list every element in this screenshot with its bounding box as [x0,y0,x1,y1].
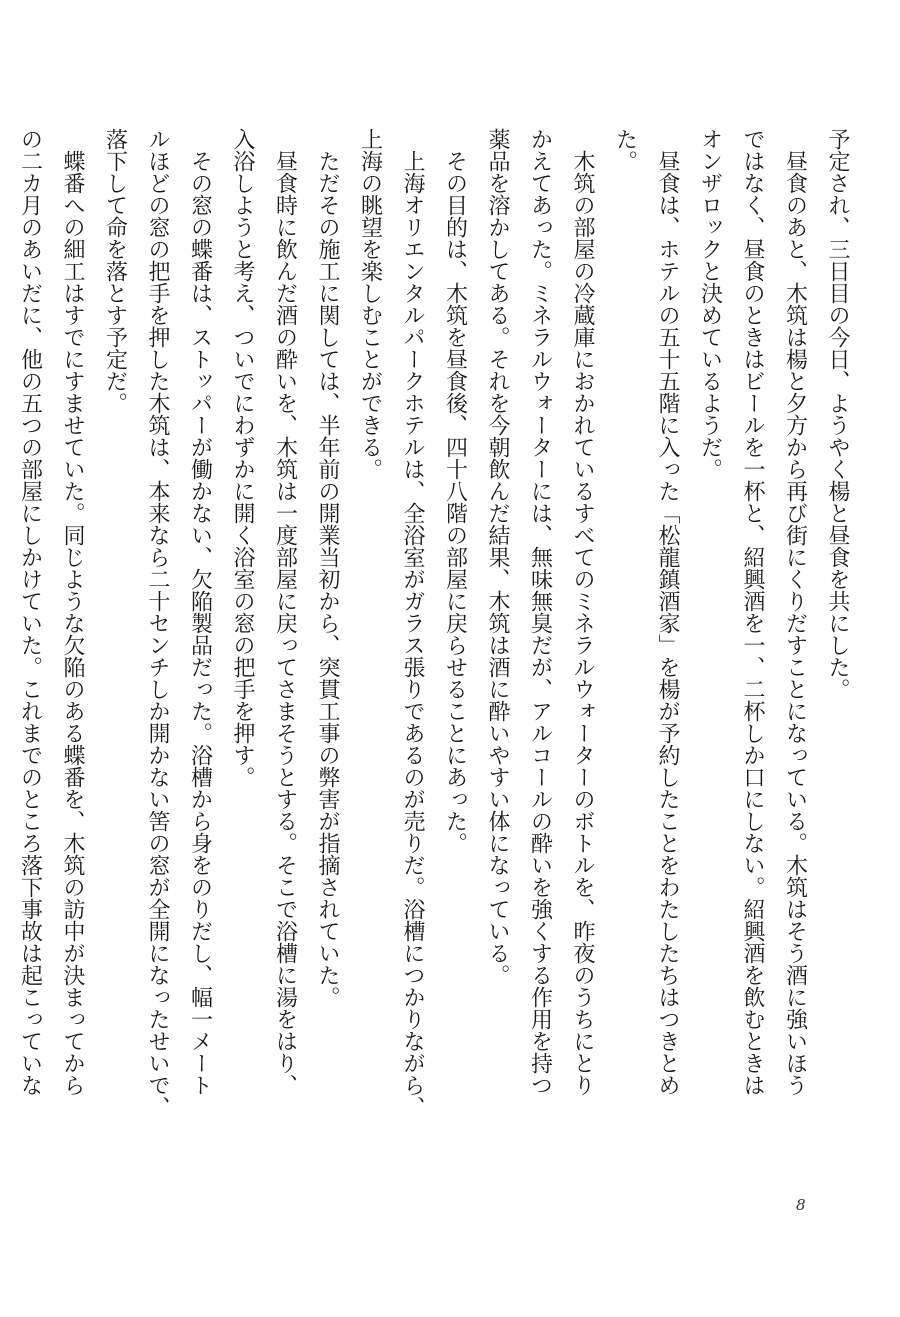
text-line: 昼食は、ホテルの五十五階に入った「松龍鎮酒家」を楊が予約したことをわたしたちはつきとめ [655,128,680,1096]
text-line: かえてあった。ミネラルウォーターには、無味無臭だが、アルコールの酔いを強くする作用を持つ [527,128,553,1096]
text-line: 上海の眺望を楽しむことができる。 [357,128,383,480]
text-line: オンザロックと決めているようだ。 [697,128,723,480]
text-line [0,128,8,1148]
text-line: の二カ月のあいだに、他の五つの部屋にしかけていた。これまでのところ落下事故は起こっていな [17,128,43,1096]
text-line: ルほどの窓の把手を押した木筑は、本来なら二十センチしか開かない筈の窓が全開になったせいで、 [145,128,170,1118]
text-line: 木筑の部屋の冷蔵庫におかれているすべてのミネラルウォーターのボトルを、昨夜のうちにとり [570,128,595,1096]
text-line: た。 [612,128,638,172]
text-line: 薬品を溶かしてある。それを今朝飲んだ結果、木筑は酒に酔いやすい体になっている。 [485,128,510,986]
text-line: 入浴しようと考え、ついでにわずかに開く浴室の窓の把手を押す。 [230,128,255,788]
text-line: その目的は、木筑を昼食後、四十八階の部屋に戻らせることにあった。 [442,128,468,854]
text-line: ただその施工に関しては、半年前の開業当初から、突貫工事の弊害が指摘されていた。 [315,128,340,1008]
text-line: 昼食のあと、木筑は楊と夕方から再び街にくりだすことになっている。木筑はそう酒に強いほう [782,128,808,1096]
text-line: 落下して命を落とす予定だ。 [102,128,128,414]
text-line: 予定され、三日目の今日、ようやく楊と昼食を共にした。 [825,128,850,700]
vertical-text-block [17,128,858,1148]
page-number: 8 [796,1196,806,1214]
text-line: 昼食時に飲んだ酒の酔いを、木筑は一度部屋に戻ってさまそうとする。そこで浴槽に湯をはり、 [272,128,298,1096]
text-line: 蝶番への細工はすでにすませていた。同じような欠陥のある蝶番を、木筑の訪中が決まってから [60,128,85,1096]
text-line: ではなく、昼食のときはビールを一杯と、紹興酒を一、二杯しか口にしない。紹興酒を飲むときは [740,128,765,1096]
text-line: 上海オリエンタルパークホテルは、全浴室がガラス張りであるのが売りだ。浴槽につかりながら、 [400,128,425,1118]
text-line: その窓の蝶番は、ストッパーが働かない、欠陥製品だった。浴槽から身をのりだし、幅一メート [187,128,213,1096]
